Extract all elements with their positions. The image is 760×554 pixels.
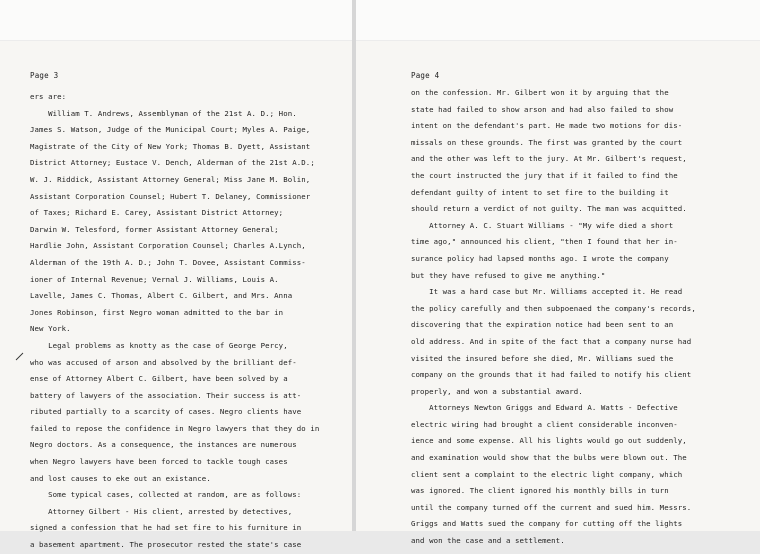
text-line: W. J. Riddick, Assistant Attorney General; Miss Jane M. Bolin,	[30, 174, 311, 184]
text-line: Alderman of the 19th A. D.; John T. Dovee, Assistant Commiss-	[30, 257, 306, 267]
text-line: It was a hard case but Mr. Williams accepted it. He read	[411, 287, 683, 297]
left-page-text	[30, 89, 348, 554]
text-line: who was accused of arson and absolved by the brilliant def-	[30, 357, 297, 367]
text-line: Jones Robinson, first Negro woman admitted to the bar in	[30, 307, 284, 317]
text-line: properly, and won a substantial award.	[411, 386, 583, 396]
text-line: and lost causes to eke out an existance.	[30, 473, 211, 483]
right-page	[356, 0, 760, 546]
text-line: Attorney Gilbert - His client, arrested by detectives,	[30, 506, 293, 516]
text-line: old address. And in spite of the fact that a company nurse had	[411, 336, 692, 346]
text-line: William T. Andrews, Assemblyman of the 21st A. D.; Hon.	[30, 108, 297, 118]
text-line: defendant guilty of intent to set fire to the building it	[411, 187, 669, 197]
right-page-number: Page 4	[411, 71, 440, 80]
text-line: Magistrate of the City of New York; Thomas B. Dyett, Assistant	[30, 141, 311, 151]
right-page-top-margin	[356, 0, 760, 41]
text-line: missals on these grounds. The first was granted by the court	[411, 137, 683, 147]
text-line: the court instructed the jury that if it failed to find the	[411, 170, 678, 180]
text-line: when Negro lawyers have been forced to tackle tough cases	[30, 457, 288, 467]
text-line: Some typical cases, collected at random, are as follows:	[30, 490, 302, 500]
right-page-text	[411, 85, 756, 550]
text-line: Lavelle, James C. Thomas, Albert C. Gilbert, and Mrs. Anna	[30, 291, 293, 301]
text-line: the policy carefully and then subpoenaed the company's records,	[411, 303, 696, 313]
text-line: time ago," announced his client, "then I found that her in-	[411, 237, 678, 247]
text-line: Darwin W. Telesford, former Assistant Attorney General;	[30, 224, 279, 234]
left-page-top-margin	[0, 0, 352, 41]
text-line: ense of Attorney Albert C. Gilbert, have been solved by a	[30, 374, 288, 384]
text-line: Attorney A. C. Stuart Williams - "My wife died a short	[411, 220, 674, 230]
text-line: signed a confession that he had set fire to his furniture in	[30, 523, 302, 533]
text-line: Assistant Corporation Counsel; Hubert T. Delaney, Commissioner	[30, 191, 311, 201]
text-line: should return a verdict of not guilty. The man was acquitted.	[411, 204, 687, 214]
text-line: Hardlie John, Assistant Corporation Counsel; Charles A.Lynch,	[30, 241, 306, 251]
text-line: a basement apartment. The prosecutor rested the state's case	[30, 540, 302, 550]
text-line: until the company turned off the current and sued him. Messrs.	[411, 502, 692, 512]
text-line: visited the insured before she died, Mr. Williams sued the	[411, 353, 674, 363]
text-line: on the confession. Mr. Gilbert won it by arguing that the	[411, 88, 669, 97]
text-line: state had failed to show arson and had also failed to show	[411, 104, 674, 114]
text-line: ributed partially to a scarcity of cases. Negro clients have	[30, 407, 302, 417]
text-line: and the other was left to the jury. At Mr. Gilbert's request,	[411, 154, 687, 164]
text-line: company on the grounds that it had failed to notify his client	[411, 370, 692, 380]
text-line: client sent a complaint to the electric light company, which	[411, 469, 683, 479]
text-line: electric wiring had brought a client considerable inconven-	[411, 419, 678, 429]
text-line: Attorneys Newton Griggs and Edward A. Watts - Defective	[411, 403, 678, 413]
text-line: New York.	[30, 324, 71, 334]
text-line: ers are:	[30, 92, 67, 101]
text-line: ience and some expense. All his lights would go out suddenly,	[411, 436, 687, 446]
left-page	[0, 0, 352, 550]
text-line: of Taxes; Richard E. Carey, Assistant District Attorney;	[30, 208, 284, 218]
text-line: Griggs and Watts sued the company for cutting off the lights	[411, 519, 683, 529]
text-line: was ignored. The client ignored his monthly bills in turn	[411, 486, 669, 496]
handwritten-caret-mark	[14, 351, 34, 361]
left-page-number: Page 3	[30, 71, 59, 80]
text-line: District Attorney; Eustace V. Dench, Alderman of the 21st A.D.;	[30, 158, 315, 168]
text-line: discovering that the expiration notice had been sent to an	[411, 320, 674, 330]
text-line: James S. Watson, Judge of the Municipal Court; Myles A. Paige,	[30, 125, 311, 135]
text-line: Legal problems as knotty as the case of George Percy,	[30, 340, 288, 350]
text-line: intent on the defendant's part. He made two motions for dis-	[411, 121, 683, 131]
text-line: surance policy had lapsed months ago. I wrote the company	[411, 253, 669, 263]
text-line: ioner of Internal Revenue; Vernal J. Williams, Louis A.	[30, 274, 279, 284]
text-line: and examination would show that the bulbs were blown out. The	[411, 453, 687, 463]
text-line: battery of lawyers of the association. Their success is att-	[30, 390, 302, 400]
text-line: failed to repose the confidence in Negro lawyers that they do in	[30, 423, 320, 433]
text-line: but they have refused to give me anything."	[411, 270, 606, 280]
text-line: Negro doctors. As a consequence, the instances are numerous	[30, 440, 297, 450]
text-line: and won the case and a settlement.	[411, 536, 565, 546]
